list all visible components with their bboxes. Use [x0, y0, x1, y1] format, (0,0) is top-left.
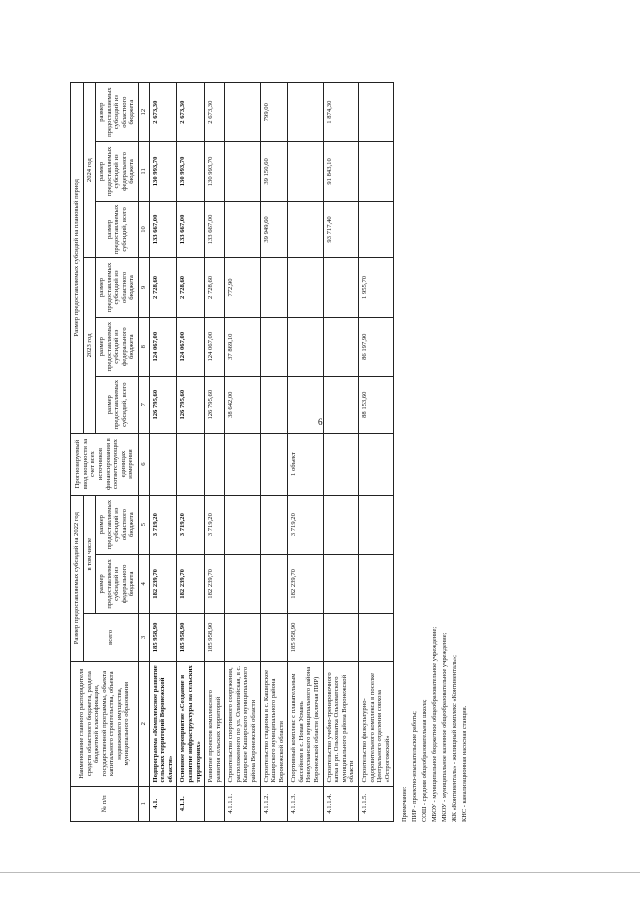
value-cell: 2 673,30	[149, 83, 177, 142]
subsidy-table	[70, 82, 394, 822]
table-body	[149, 83, 394, 822]
value-cell	[288, 201, 323, 258]
col-2023-header: 2023 год	[83, 258, 96, 433]
col-total-2022-header: всего	[83, 614, 138, 662]
value-cell	[177, 433, 205, 495]
row-name-cell: Строительство физкультурно-оздоровительного комплекса в поселке Центрального отделения совхоза «Острогожский»	[358, 661, 393, 786]
value-cell: 182 239,70	[205, 554, 225, 613]
row-name-cell: Спортивный комплекс с плавательным бассейном в с. Новая Усмань Новоусманского муниципального района Воронежской области (включая ПИР)	[288, 661, 323, 786]
value-cell: 133 667,00	[177, 201, 205, 258]
value-cell	[260, 554, 288, 613]
value-cell: 3 719,20	[288, 495, 323, 554]
row-name-cell: Подпрограмма «Комплексное развитие сельских территорий Воронежской области»	[149, 661, 177, 786]
value-cell	[358, 201, 393, 258]
value-cell	[323, 614, 358, 662]
table-row	[358, 83, 393, 822]
value-cell	[288, 258, 323, 317]
value-cell: 185 958,90	[177, 614, 205, 662]
value-cell: 126 795,60	[177, 376, 205, 433]
value-cell	[225, 614, 260, 662]
table-row	[225, 83, 260, 822]
index-cell: 2	[139, 661, 150, 786]
value-cell: 2 673,30	[177, 83, 205, 142]
value-cell: 3 719,20	[177, 495, 205, 554]
index-cell: 3	[139, 614, 150, 662]
row-number-cell: 4.1.1.	[177, 786, 205, 821]
value-cell: 39 949,60	[260, 201, 288, 258]
value-cell: 2 673,30	[205, 83, 225, 142]
col-fed-2022-header: размер предоставляемых субсидий из федерального бюджета	[96, 554, 139, 613]
value-cell	[288, 83, 323, 142]
value-cell: 130 993,70	[149, 142, 177, 201]
index-cell: 1	[139, 786, 150, 821]
value-cell: 133 667,00	[205, 201, 225, 258]
col-reg-2024-header: размер предоставляемых субсидий из областного бюджета	[96, 83, 139, 142]
value-cell: 2 728,60	[177, 258, 205, 317]
table-row	[260, 83, 288, 822]
value-cell	[225, 554, 260, 613]
value-cell	[260, 614, 288, 662]
value-cell: 1 объект	[288, 433, 323, 495]
value-cell: 185 958,90	[149, 614, 177, 662]
value-cell: 182 239,70	[177, 554, 205, 613]
row-name-cell: Строительство спортивного сооружения, расположенного по ул. Олимпийская, в с. Каширское Каширского муниципального района Воронежской области	[225, 661, 260, 786]
value-cell	[323, 495, 358, 554]
row-number-cell: 4.1.1.1.	[225, 786, 260, 821]
value-cell	[260, 317, 288, 376]
value-cell	[225, 201, 260, 258]
value-cell: 39 150,60	[260, 142, 288, 201]
table-row	[288, 83, 323, 822]
table-row	[205, 83, 225, 822]
col-number-header: № п/п	[71, 786, 139, 821]
index-cell: 4	[139, 554, 150, 613]
row-name-cell: Строительство стадиона в с. Каширское Каширского муниципального района Воронежской области	[260, 661, 288, 786]
value-cell	[225, 433, 260, 495]
index-cell: 10	[139, 201, 150, 258]
value-cell	[260, 433, 288, 495]
value-cell	[225, 495, 260, 554]
row-name-cell: Развитие проектов комплексного развития сельских территорий	[205, 661, 225, 786]
value-cell	[358, 614, 393, 662]
notes	[400, 12, 469, 822]
value-cell: 1 874,30	[323, 83, 358, 142]
notes-title: Примечание:	[401, 786, 409, 822]
value-cell	[323, 258, 358, 317]
value-cell	[288, 376, 323, 433]
col-2024-header: 2024 год	[83, 83, 96, 258]
col-name-header: Наименование главного распорядителя средств областного бюджета, раздела бюджетной классификации, государственной программы, объекта капитального строительства, объекта недвижимого имущества, муниципального образования	[71, 661, 139, 786]
table-row	[323, 83, 358, 822]
col-reg-2023-header: размер предоставляемых субсидий из областного бюджета	[96, 258, 139, 317]
value-cell	[260, 258, 288, 317]
note-line: СОШ - средняя общеобразовательная школа;	[421, 699, 429, 822]
col-incl-header: в том числе	[83, 495, 96, 613]
value-cell	[323, 554, 358, 613]
value-cell	[358, 554, 393, 613]
index-cell: 5	[139, 495, 150, 554]
value-cell: 126 795,60	[205, 376, 225, 433]
value-cell	[358, 83, 393, 142]
value-cell	[358, 495, 393, 554]
value-cell	[323, 317, 358, 376]
value-cell: 124 067,00	[177, 317, 205, 376]
row-number-cell: 4.1.1.5.	[358, 786, 393, 821]
page-number: 6	[318, 417, 323, 427]
value-cell: 772,90	[225, 258, 260, 317]
rotated-content	[30, 12, 610, 892]
row-number-cell: 4.1.1.2.	[260, 786, 288, 821]
row-number-cell: 4.1.	[149, 786, 177, 821]
col-total-2024-header: размер предоставляемых субсидий, всего	[96, 201, 139, 258]
value-cell: 130 993,70	[177, 142, 205, 201]
value-cell: 88 153,60	[358, 376, 393, 433]
index-cell: 6	[139, 433, 150, 495]
value-cell	[323, 433, 358, 495]
table-row	[149, 83, 177, 822]
value-cell	[225, 83, 260, 142]
value-cell	[358, 142, 393, 201]
value-cell: 1 955,70	[358, 258, 393, 317]
index-cell: 8	[139, 317, 150, 376]
value-cell	[323, 376, 358, 433]
page-bottom-rule	[0, 872, 640, 873]
value-cell: 3 719,20	[149, 495, 177, 554]
index-cell: 12	[139, 83, 150, 142]
value-cell: 2 728,60	[149, 258, 177, 317]
value-cell: 182 239,70	[288, 554, 323, 613]
value-cell	[260, 376, 288, 433]
value-cell: 124 067,00	[149, 317, 177, 376]
value-cell: 2 728,60	[205, 258, 225, 317]
col-fed-2024-header: размер предоставляемых субсидий из федерального бюджета	[96, 142, 139, 201]
col-plan-period-header: Размер предоставляемых субсидий на плановый период	[71, 83, 84, 434]
value-cell	[288, 317, 323, 376]
value-cell: 37 869,10	[225, 317, 260, 376]
note-line: МКОУ - муниципальное казенное общеобразовательное учреждение;	[440, 632, 448, 822]
value-cell	[260, 495, 288, 554]
index-cell: 9	[139, 258, 150, 317]
note-line: МБОУ - муниципальное бюджетное общеобразовательное учреждение;	[431, 626, 438, 822]
table-row	[177, 83, 205, 822]
row-name-cell: Строительство учебно-тренировочного катка в рп. Ольховатка Ольховатского муниципального района Воронежской области	[323, 661, 358, 786]
value-cell: 3 719,20	[205, 495, 225, 554]
col-amount-2022-header: Размер предоставляемых субсидий на 2022 год	[71, 495, 84, 661]
value-cell: 86 197,90	[358, 317, 393, 376]
value-cell: 38 642,00	[225, 376, 260, 433]
value-cell: 182 239,70	[149, 554, 177, 613]
value-cell: 133 667,00	[149, 201, 177, 258]
value-cell: 126 795,60	[149, 376, 177, 433]
col-reg-2022-header: размер предоставляемых субсидий из областного бюджета	[96, 495, 139, 554]
value-cell: 185 958,90	[205, 614, 225, 662]
value-cell	[288, 142, 323, 201]
value-cell: 124 067,00	[205, 317, 225, 376]
col-planned-capacity-header: Прогнозируемый ввод мощности за счет всех источников финансирования в соответствующих единицах измерения	[71, 433, 139, 495]
value-cell: 799,00	[260, 83, 288, 142]
col-total-2023-header: размер предоставляемых субсидий, всего	[96, 376, 139, 433]
note-line: ЖК «Континенталь» - жилищный комплекс «Континенталь»;	[450, 655, 458, 822]
value-cell	[225, 142, 260, 201]
row-number-cell: 4.1.1.4.	[323, 786, 358, 821]
value-cell: 185 958,90	[288, 614, 323, 662]
note-line: КНС - канализационная насосная станция.	[460, 705, 468, 822]
value-cell: 91 843,10	[323, 142, 358, 201]
value-cell: 130 993,70	[205, 142, 225, 201]
col-fed-2023-header: размер предоставляемых субсидий из федерального бюджета	[96, 317, 139, 376]
value-cell	[358, 433, 393, 495]
row-number-cell	[205, 786, 225, 821]
index-cell: 11	[139, 142, 150, 201]
value-cell: 93 717,40	[323, 201, 358, 258]
index-cell: 7	[139, 376, 150, 433]
value-cell	[149, 433, 177, 495]
row-number-cell: 4.1.1.3.	[288, 786, 323, 821]
row-name-cell: Основное мероприятие «Создание и развитие инфраструктуры на сельских территориях»	[177, 661, 205, 786]
note-line: ПИР - проектно-изыскательские работы;	[411, 711, 419, 822]
value-cell	[205, 433, 225, 495]
